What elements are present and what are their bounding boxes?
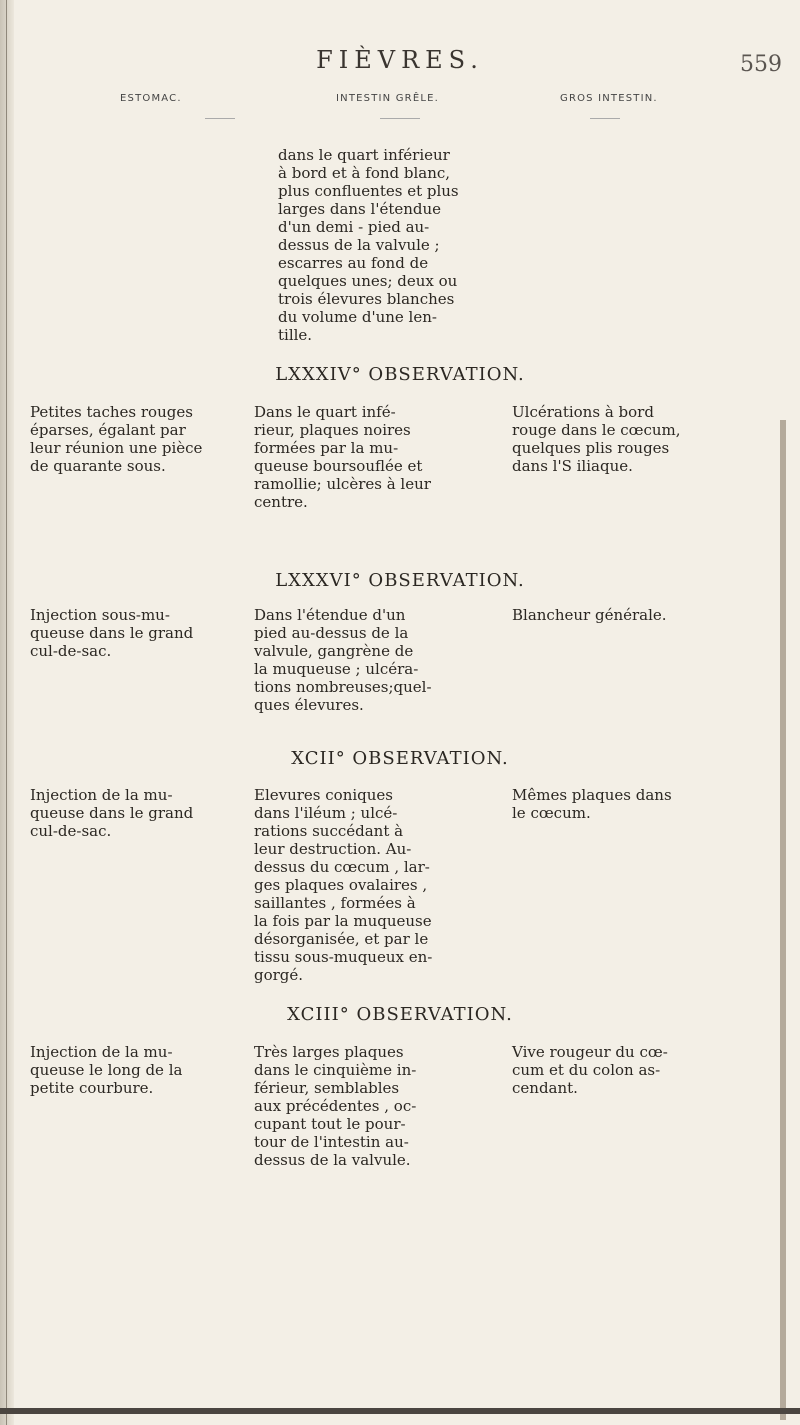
observation-intestin-grele-text: Dans le quart infé- rieur, plaques noires formées par la mu- queuse boursouflée et ramollie; ulcères à leur centre. xyxy=(254,403,431,511)
page-number: 559 xyxy=(740,52,782,77)
observation-estomac-text: Injection sous-mu- queuse dans le grand cul-de-sac. xyxy=(30,606,194,660)
observation-estomac-text: Injection de la mu- queuse le long de la petite courbure. xyxy=(30,1043,183,1097)
observation-title: LXXXIV° OBSERVATION. xyxy=(275,364,525,385)
column-header-estomac: ESTOMAC. xyxy=(120,93,182,104)
observation-title: XCIII° OBSERVATION. xyxy=(287,1004,513,1025)
observation-intestin-grele-text: Très larges plaques dans le cinquième in- férieur, semblables aux précédentes , oc- cupant tout le pour- tour de l'intestin au- dessus de la valvule. xyxy=(254,1043,417,1169)
page-bottom-edge xyxy=(0,1408,800,1414)
observation-gros-intestin-text: Vive rougeur du cœ- cum et du colon as- cendant. xyxy=(512,1043,668,1097)
header-rule xyxy=(590,118,620,119)
column-header-intestin-grele: INTESTIN GRÊLE. xyxy=(336,93,440,104)
observation-gros-intestin-text: Mêmes plaques dans le cœcum. xyxy=(512,786,672,822)
header-rule xyxy=(380,118,420,119)
header-rule xyxy=(205,118,235,119)
observation-estomac-text: Injection de la mu- queuse dans le grand cul-de-sac. xyxy=(30,786,194,840)
page-title: FIÈVRES. xyxy=(316,46,484,74)
observation-title: LXXXVI° OBSERVATION. xyxy=(275,570,525,591)
observation-estomac-text: Petites taches rouges éparses, égalant par leur réunion une pièce de quarante sous. xyxy=(30,403,203,475)
observation-intestin-grele-text: Dans l'étendue d'un pied au-dessus de la valvule, gangrène de la muqueuse ; ulcéra- tions nombreuses;quel- ques élevures. xyxy=(254,606,432,714)
column-header-gros-intestin: GROS INTESTIN. xyxy=(560,93,658,104)
observation-intestin-grele-text: Elevures coniques dans l'iléum ; ulcé- rations succédant à leur destruction. Au- dessus du cœcum , lar- ges plaques ovalaires , saillantes , formées à la fois par la muqueuse désorganisée, et par le tissu sous-muqueux en- gorgé. xyxy=(254,786,433,984)
page-binding-edge xyxy=(0,0,14,1425)
observation-gros-intestin-text: Blancheur générale. xyxy=(512,606,667,624)
observation-gros-intestin-text: Ulcérations à bord rouge dans le cœcum, quelques plis rouges dans l'S iliaque. xyxy=(512,403,681,475)
observation-title: XCII° OBSERVATION. xyxy=(291,748,509,769)
continuation-intestin-grele: dans le quart inférieur à bord et à fond blanc, plus confluentes et plus larges dans l'étendue d'un demi - pied au- dessus de la valvule ; escarres au fond de quelques unes; deux ou trois élevures blanches du volume d'une len- tille. xyxy=(278,146,459,344)
